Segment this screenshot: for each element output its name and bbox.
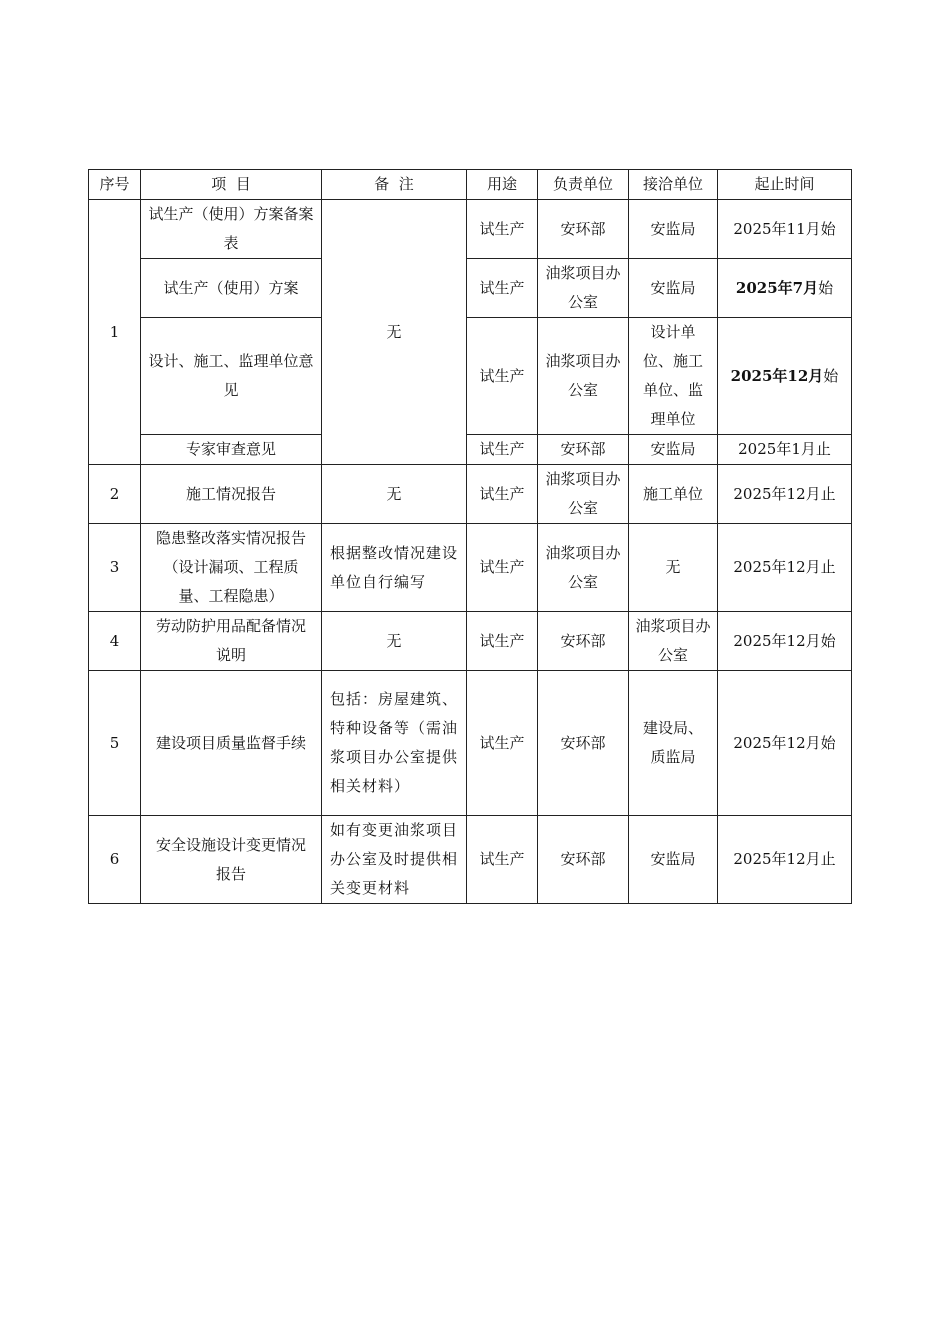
item-cell: 施工情况报告 xyxy=(141,465,322,524)
responsible-cell: 油浆项目办公室 xyxy=(538,259,629,318)
header-cell: 序号 xyxy=(89,170,141,200)
contact-cell: 建设局、质监局 xyxy=(629,671,718,816)
table-row xyxy=(89,671,852,816)
time-cell: 2025年1月止 xyxy=(718,435,852,465)
responsible-cell: 安环部 xyxy=(538,671,629,816)
time-cell: 2025年12月始 xyxy=(718,671,852,816)
table-row xyxy=(89,200,852,259)
header-cell: 项 目 xyxy=(141,170,322,200)
note-cell: 无 xyxy=(322,612,467,671)
item-cell: 劳动防护用品配备情况说明 xyxy=(141,612,322,671)
table-row xyxy=(89,612,852,671)
time-cell: 2025年12月止 xyxy=(718,816,852,904)
responsible-cell: 安环部 xyxy=(538,612,629,671)
time-cell: 2025年12月始 xyxy=(718,612,852,671)
time-cell xyxy=(718,259,852,318)
contact-cell: 安监局 xyxy=(629,259,718,318)
table-row xyxy=(89,465,852,524)
contact-cell: 无 xyxy=(629,524,718,612)
time-cell: 2025年12月止 xyxy=(718,465,852,524)
table-row xyxy=(89,816,852,904)
row-number: 3 xyxy=(89,524,141,612)
time-cell xyxy=(718,318,852,435)
contact-cell: 安监局 xyxy=(629,435,718,465)
table-row xyxy=(89,435,852,465)
contact-cell: 安监局 xyxy=(629,200,718,259)
header-cell: 接洽单位 xyxy=(629,170,718,200)
note-cell: 无 xyxy=(322,200,467,465)
use-cell: 试生产 xyxy=(467,612,538,671)
table-row xyxy=(89,524,852,612)
time-cell: 2025年12月止 xyxy=(718,524,852,612)
use-cell: 试生产 xyxy=(467,671,538,816)
time-tail: 始 xyxy=(823,366,839,385)
use-cell: 试生产 xyxy=(467,318,538,435)
use-cell: 试生产 xyxy=(467,465,538,524)
header-cell: 起止时间 xyxy=(718,170,852,200)
responsible-cell: 安环部 xyxy=(538,435,629,465)
item-cell: 隐患整改落实情况报告（设计漏项、工程质量、工程隐患） xyxy=(141,524,322,612)
responsible-cell: 油浆项目办公室 xyxy=(538,465,629,524)
table-row xyxy=(89,259,852,318)
note-cell: 如有变更油浆项目办公室及时提供相关变更材料 xyxy=(322,816,467,904)
document-table xyxy=(88,169,852,904)
note-cell: 无 xyxy=(322,465,467,524)
time-cell: 2025年11月始 xyxy=(718,200,852,259)
responsible-cell: 油浆项目办公室 xyxy=(538,524,629,612)
row-number: 1 xyxy=(89,200,141,465)
header-cell: 用途 xyxy=(467,170,538,200)
contact-cell: 油浆项目办公室 xyxy=(629,612,718,671)
responsible-cell: 油浆项目办公室 xyxy=(538,318,629,435)
row-number: 5 xyxy=(89,671,141,816)
time-bold: 2025年7月 xyxy=(735,278,819,297)
item-cell: 试生产（使用）方案 xyxy=(141,259,322,318)
responsible-cell: 安环部 xyxy=(538,200,629,259)
table-header-row xyxy=(89,170,852,200)
use-cell: 试生产 xyxy=(467,524,538,612)
time-tail: 始 xyxy=(818,278,834,297)
row-number: 6 xyxy=(89,816,141,904)
header-cell: 负责单位 xyxy=(538,170,629,200)
note-cell: 包括：房屋建筑、特种设备等（需油浆项目办公室提供相关材料） xyxy=(322,671,467,816)
note-cell: 根据整改情况建设单位自行编写 xyxy=(322,524,467,612)
use-cell: 试生产 xyxy=(467,816,538,904)
time-bold: 2025年12月 xyxy=(730,366,824,385)
item-cell: 安全设施设计变更情况报告 xyxy=(141,816,322,904)
contact-cell: 安监局 xyxy=(629,816,718,904)
use-cell: 试生产 xyxy=(467,435,538,465)
contact-cell: 设计单位、施工单位、监理单位 xyxy=(629,318,718,435)
row-number: 4 xyxy=(89,612,141,671)
row-number: 2 xyxy=(89,465,141,524)
responsible-cell: 安环部 xyxy=(538,816,629,904)
table-row xyxy=(89,318,852,435)
item-cell: 建设项目质量监督手续 xyxy=(141,671,322,816)
contact-cell: 施工单位 xyxy=(629,465,718,524)
item-cell: 试生产（使用）方案备案表 xyxy=(141,200,322,259)
item-cell: 专家审查意见 xyxy=(141,435,322,465)
use-cell: 试生产 xyxy=(467,259,538,318)
use-cell: 试生产 xyxy=(467,200,538,259)
header-cell: 备 注 xyxy=(322,170,467,200)
item-cell: 设计、施工、监理单位意见 xyxy=(141,318,322,435)
